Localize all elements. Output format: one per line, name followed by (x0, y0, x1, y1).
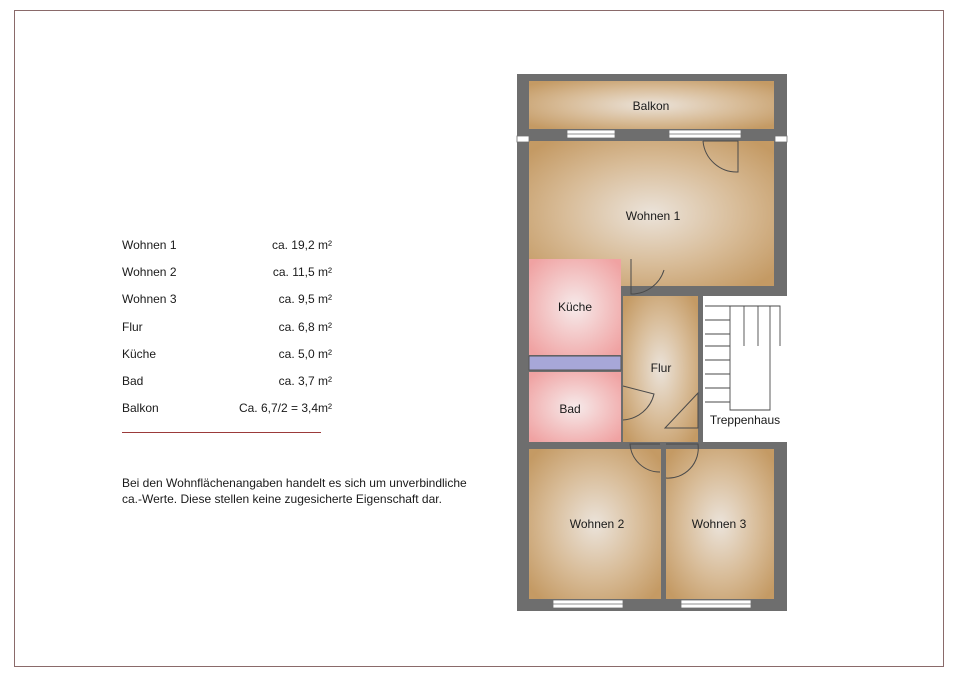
disclaimer-line: ca.-Werte. Diese stellen keine zugesicherte Eigenschaft dar. (122, 491, 442, 506)
label-wohnen-3: Wohnen 3 (691, 517, 747, 531)
label-treppenhaus: Treppenhaus (709, 413, 781, 427)
area-value: ca. 6,8 m² (278, 319, 332, 334)
area-room: Wohnen 1 (122, 238, 177, 252)
area-value: ca. 3,7 m² (278, 373, 332, 388)
label-wohnen-1: Wohnen 1 (625, 209, 681, 223)
area-room: Bad (122, 373, 144, 388)
area-value: ca. 11,5 m² (272, 265, 332, 280)
area-room: Flur (122, 319, 143, 334)
label-balkon: Balkon (632, 99, 670, 113)
area-value: Ca. 6,7/2 = 3,4m² (238, 401, 332, 416)
kitchen-bath-divider (529, 356, 621, 370)
area-room: Küche (122, 346, 157, 361)
label-flur: Flur (650, 361, 672, 375)
area-value: ca. 5,0 m² (278, 346, 332, 361)
area-value: ca. 19,2 m² (271, 238, 332, 252)
label-bad: Bad (559, 402, 581, 416)
label-wohnen-2: Wohnen 2 (569, 517, 625, 531)
area-room: Wohnen 3 (122, 292, 177, 307)
disclaimer-line: Bei den Wohnflächenangaben handelt es sich um unverbindliche (122, 476, 467, 490)
label-kueche: Küche (557, 300, 593, 314)
area-room: Wohnen 2 (122, 265, 177, 280)
area-value: ca. 9,5 m² (278, 292, 332, 307)
area-room: Balkon (122, 401, 159, 416)
